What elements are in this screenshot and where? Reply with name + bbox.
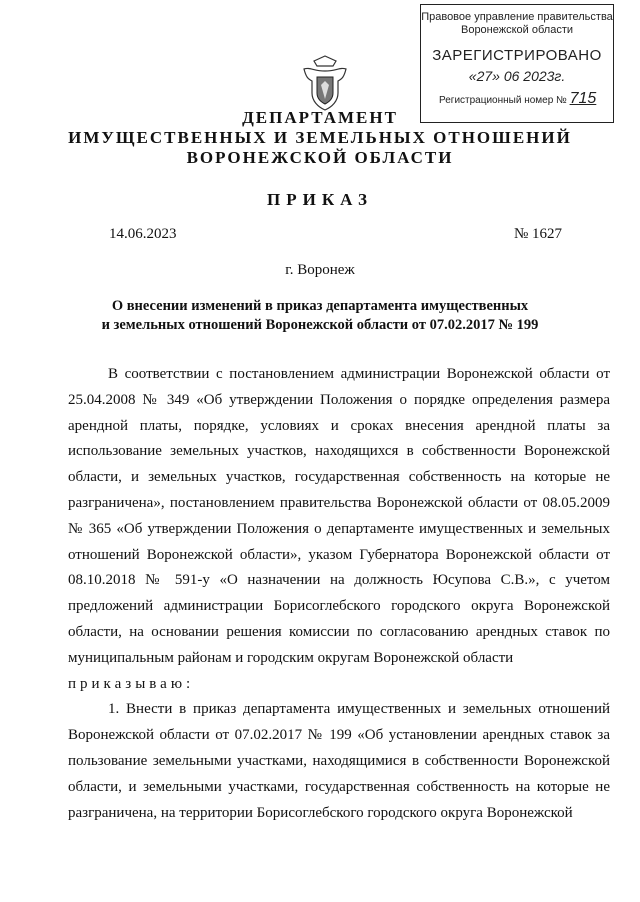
document-date: 14.06.2023 <box>109 226 177 242</box>
stamp-org-line1: Правовое управление правительства <box>421 11 613 23</box>
document-number: № 1627 <box>514 226 563 242</box>
department-name-line3: ВОРОНЕЖСКОЙ ОБЛАСТИ <box>186 148 454 167</box>
title-line2: и земельных отношений Воронежской области от 07.02.2017 № 199 <box>101 317 539 333</box>
document-title <box>0 297 640 335</box>
registration-stamp <box>420 4 614 123</box>
body-paragraph-2-text: 1. Внести в приказ департамента имущественных и земельных отношений Воронежской области от 07.02.2017 № 199 «Об установлении арендных ставок за пользование земельными участками, находящимися в собственности Воронежской области, и земельными участками, государственная собственность на которые не разграничена, на территории Борисоглебского городского округа Воронежской <box>68 701 610 821</box>
body-paragraph-1 <box>68 362 610 672</box>
document-body <box>68 362 610 826</box>
department-name-line2: ИМУЩЕСТВЕННЫХ И ЗЕМЕЛЬНЫХ ОТНОШЕНИЙ <box>68 128 572 147</box>
stamp-registered-label: ЗАРЕГИСТРИРОВАНО <box>432 47 602 64</box>
stamp-org-line2: Воронежской области <box>460 24 573 36</box>
stamp-reg-number-label: Регистрационный номер № <box>439 95 567 106</box>
stamp-reg-number-row <box>421 90 613 108</box>
coat-of-arms-icon <box>300 55 350 111</box>
title-line1: О внесении изменений в приказ департамента имущественных <box>111 298 529 314</box>
department-name-line1: ДЕПАРТАМЕНТ <box>242 108 398 127</box>
order-word: приказываю: <box>68 675 195 692</box>
body-paragraph-2 <box>68 697 610 826</box>
stamp-date: «27» 06 2023г. <box>468 68 566 84</box>
city: г. Воронеж <box>285 262 355 278</box>
body-paragraph-1-text: В соответствии с постановлением администрации Воронежской области от 25.04.2008 № 349 «Об утверждении Положения о порядке определения размера арендной платы, порядке, условиях и сроках внесения арендной платы за использование земельных участков, находящихся в собственности Воронежской области, и земельных участков, государственная собственность на которые не разграничена», постановлением правительства Воронежской области от 08.05.2009 № 365 «Об утверждении Положения о департаменте имущественных и земельных отношений Воронежской области», указом Губернатора Воронежской области от 08.10.2018 № 591-у «О назначении на должность Юсупова С.В.», с учетом предложений администрации Борисоглебского городского округа Воронежской области, на основании решения комиссии по согласованию арендных ставок по муниципальным районам и городским округам Воронежской области <box>68 366 610 666</box>
stamp-reg-number: 715 <box>569 90 597 107</box>
stamp-organization <box>421 11 613 37</box>
document-type: ПРИКАЗ <box>267 190 373 209</box>
